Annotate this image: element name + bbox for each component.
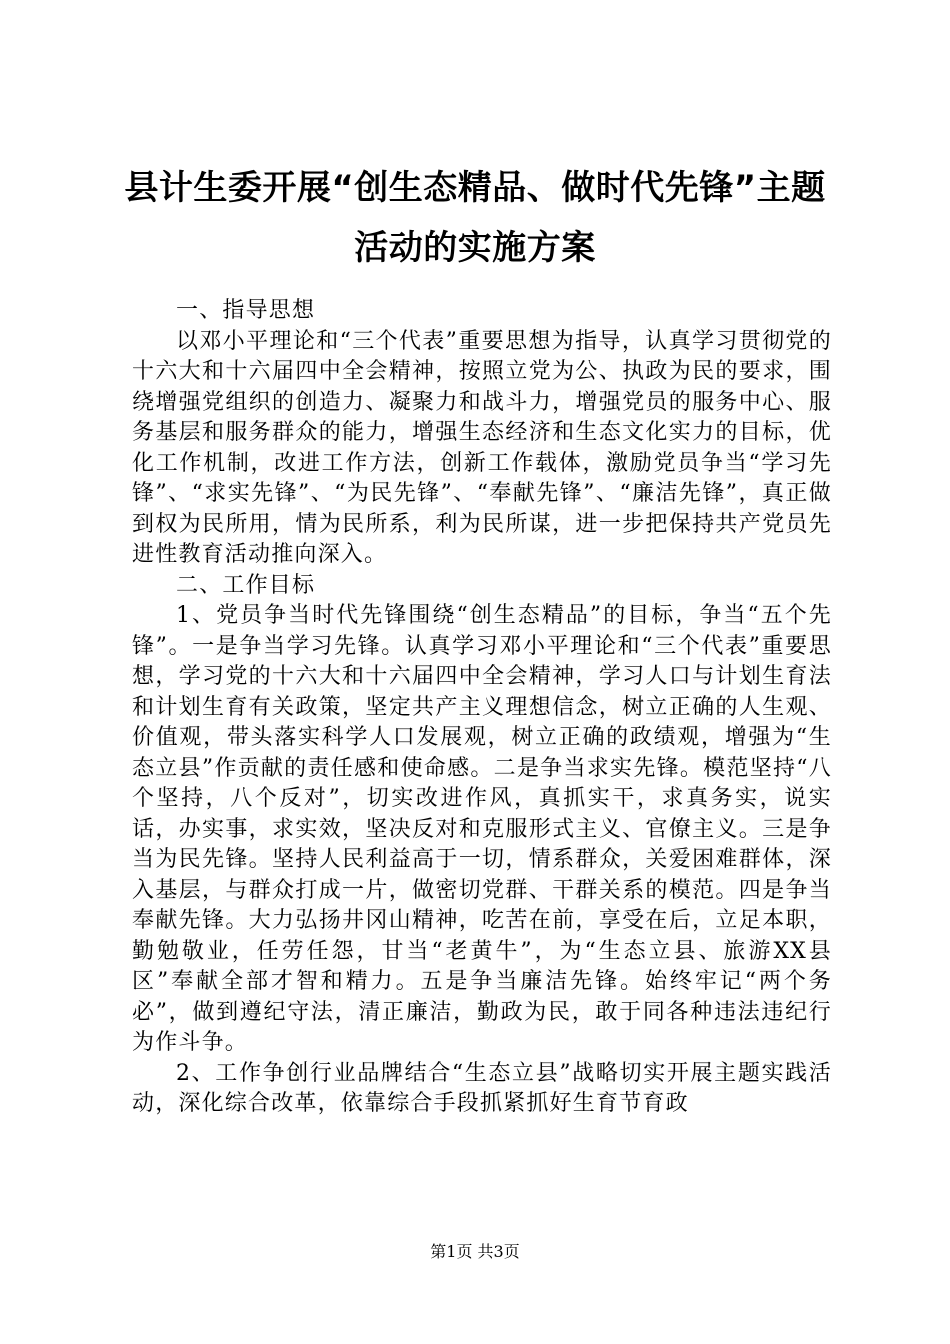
paragraph-guiding-ideology: 以邓小平理论和“三个代表”重要思想为指导，认真学习贯彻党的十六大和十六届四中全会精神，按照立党为公、执政为民的要求，围绕增强党组织的创造力、凝聚力和战斗力，增强党员的服务中心、服务基层和服务群众的能力，增强生态经济和生态文化实力的目标，优化工作机制，改进工作方法，创新工作载体，激励党员争当“学习先锋”、“求实先锋”、“为民先锋”、“奉献先锋”、“廉洁先锋”，真正做到权为民所用，情为民所系，利为民所谋，进一步把保持共产党员先进性教育活动推向深入。 <box>132 328 832 567</box>
paragraph-goal-1: 1、党员争当时代先锋围绕“创生态精品”的目标，争当“五个先锋”。一是争当学习先锋。认真学习邓小平理论和“三个代表”重要思想，学习党的十六大和十六届四中全会精神，学习人口与计划生育法和计划生育有关政策，坚定共产主义理想信念，树立正确的人生观、价值观，带头落实科学人口发展观，树立正确的政绩观，增强为“生态立县”作贡献的责任感和使命感。二是争当求实先锋。模范坚持“八个坚持，八个反对”，切实改进作风，真抓实干，求真务实，说实话，办实事，求实效，坚决反对和克服形式主义、官僚主义。三是争当为民先锋。坚持人民利益高于一切，情系群众，关爱困难群体，深入基层，与群众打成一片，做密切党群、干群关系的模范。四是争当奉献先锋。大力弘扬井冈山精神，吃苦在前，享受在后，立足本职，勤勉敬业，任劳任怨，甘当“老黄牛”，为“生态立县、旅游XX县区”奉献全部才智和精力。五是争当廉洁先锋。始终牢记“两个务必”，做到遵纪守法，清正廉洁，勤政为民，敢于同各种违法违纪行为作斗争。 <box>132 603 832 1055</box>
page-footer: 第1页 共3页 <box>430 1242 520 1261</box>
section-heading-guiding-ideology: 一、指导思想 <box>176 298 316 323</box>
paragraph-goal-2: 2、工作争创行业品牌结合“生态立县”战略切实开展主题实践活动，深化综合改革，依靠综合手段抓紧抓好生育节育政 <box>132 1060 832 1116</box>
document-body <box>132 296 832 1120</box>
document-title: 县计生委开展“创生态精品、做时代先锋”主题活动的实施方案 <box>124 168 826 268</box>
section-heading-work-goals: 二、工作目标 <box>176 572 316 598</box>
